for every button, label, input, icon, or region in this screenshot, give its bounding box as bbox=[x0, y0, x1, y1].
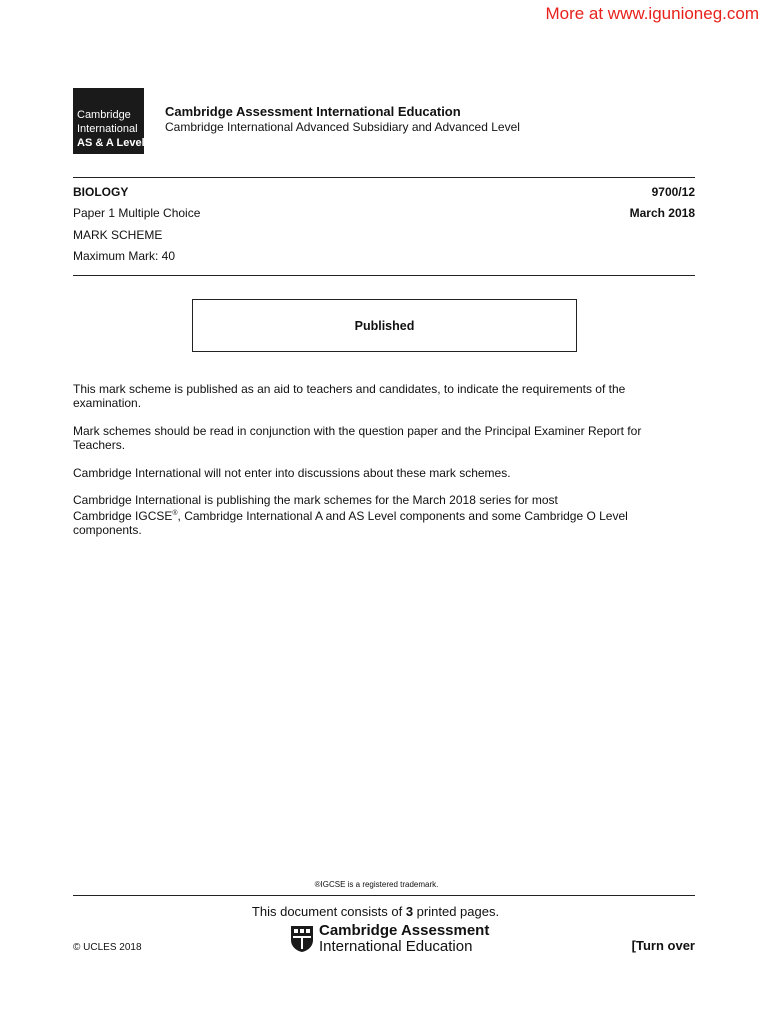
maximum-mark: Maximum Mark: 40 bbox=[73, 249, 176, 263]
page-count: 3 bbox=[405, 904, 414, 919]
footer-logo-line-1: Cambridge Assessment bbox=[319, 922, 490, 939]
copyright: © UCLES 2018 bbox=[73, 942, 142, 953]
logo-line-3: AS & A Level bbox=[77, 137, 145, 149]
paragraph-reading: Mark schemes should be read in conjunction with the question paper and the Principal Examiner Report for Teachers. bbox=[73, 424, 642, 452]
published-status-box bbox=[192, 299, 577, 352]
subject-title: BIOLOGY bbox=[73, 185, 129, 199]
registered-mark: ® bbox=[172, 510, 178, 517]
paragraph-publishing: Cambridge International is publishing the mark schemes for the March 2018 series for most Cambridge IGCSE®, Cambridge International A and AS Level components and some Cambridge O Level components. bbox=[73, 493, 628, 537]
paragraph-purpose: This mark scheme is published as an aid to teachers and candidates, to indicate the requirements of the examination. bbox=[73, 382, 626, 410]
page-count-note: This document consists of 3 printed pages. bbox=[251, 904, 500, 919]
exam-session: March 2018 bbox=[629, 206, 695, 220]
watermark-link[interactable]: More at www.igunioneg.com bbox=[545, 4, 759, 23]
logo-line-2: International bbox=[77, 123, 138, 135]
org-title: Cambridge Assessment International Education bbox=[165, 104, 461, 119]
document-type: MARK SCHEME bbox=[73, 228, 163, 242]
divider-bottom bbox=[73, 275, 695, 276]
divider-footer bbox=[73, 895, 695, 896]
divider-top bbox=[73, 177, 695, 178]
paragraph-discussions: Cambridge International will not enter into discussions about these mark schemes. bbox=[73, 466, 511, 480]
crest-icon bbox=[290, 925, 314, 953]
logo-line-1: Cambridge bbox=[77, 109, 131, 121]
cambridge-international-logo bbox=[73, 88, 144, 154]
qualification-title: Cambridge International Advanced Subsidiary and Advanced Level bbox=[165, 120, 520, 134]
published-status: Published bbox=[354, 318, 415, 333]
paper-title: Paper 1 Multiple Choice bbox=[73, 206, 201, 220]
turn-over: [Turn over bbox=[631, 938, 695, 953]
cambridge-assessment-logo bbox=[290, 923, 489, 955]
trademark-note: ®IGCSE is a registered trademark. bbox=[314, 880, 439, 889]
registered-icon: ® bbox=[314, 880, 321, 889]
component-code: 9700/12 bbox=[651, 185, 695, 199]
footer-logo-line-2: International Education bbox=[319, 938, 473, 955]
